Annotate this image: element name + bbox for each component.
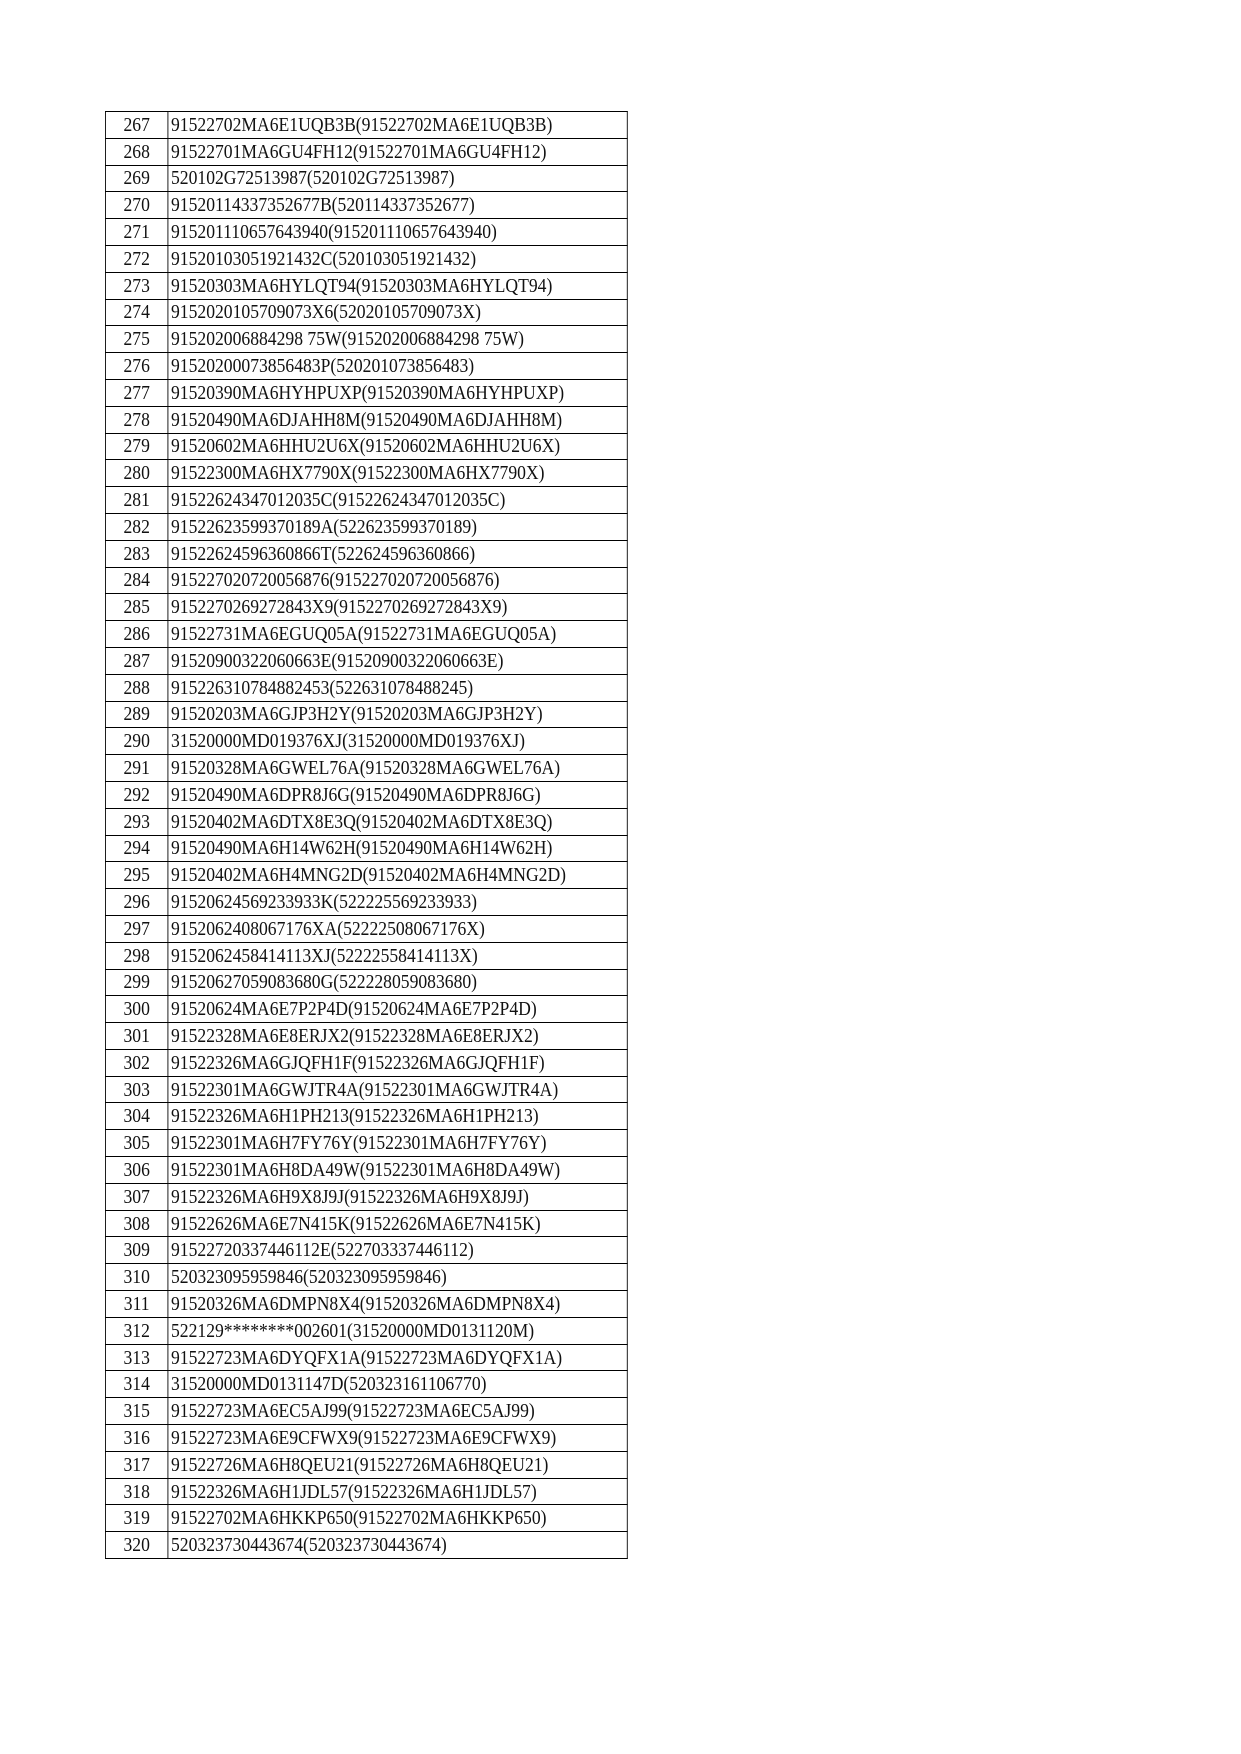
table-row xyxy=(105,781,627,808)
table-row xyxy=(105,513,627,540)
row-number-cell: 298 xyxy=(105,942,167,969)
credit-code-cell: 91522328MA6E8ERJX2(91522328MA6E8ERJX2) xyxy=(168,1023,627,1050)
credit-code-cell: 91520303MA6HYLQT94(91520303MA6HYLQT94) xyxy=(168,272,627,299)
table-row xyxy=(105,1076,627,1103)
credit-code-cell: 91520326MA6DMPN8X4(91520326MA6DMPN8X4) xyxy=(168,1291,627,1318)
row-number-cell: 272 xyxy=(105,245,167,272)
table-row xyxy=(105,165,627,192)
table-row xyxy=(105,862,627,889)
table-row xyxy=(105,1023,627,1050)
table-row xyxy=(105,942,627,969)
credit-code-cell: 91520390MA6HYHPUXP(91520390MA6HYHPUXP) xyxy=(168,379,627,406)
credit-code-cell: 915227020720056876(915227020720056876) xyxy=(168,567,627,594)
credit-code-cell: 91520402MA6H4MNG2D(91520402MA6H4MNG2D) xyxy=(168,862,627,889)
row-number-cell: 319 xyxy=(105,1505,167,1532)
table-row xyxy=(105,567,627,594)
credit-code-cell: 91522624347012035C(91522624347012035C) xyxy=(168,487,627,514)
row-number-cell: 309 xyxy=(105,1237,167,1264)
row-number-cell: 303 xyxy=(105,1076,167,1103)
credit-code-cell: 915226310784882453(522631078488245) xyxy=(168,674,627,701)
credit-code-cell: 91522623599370189A(522623599370189) xyxy=(168,513,627,540)
table-row xyxy=(105,969,627,996)
row-number-cell: 290 xyxy=(105,728,167,755)
row-number-cell: 302 xyxy=(105,1049,167,1076)
table-body xyxy=(105,112,627,1559)
table-row xyxy=(105,272,627,299)
row-number-cell: 304 xyxy=(105,1103,167,1130)
row-number-cell: 288 xyxy=(105,674,167,701)
row-number-cell: 311 xyxy=(105,1291,167,1318)
credit-code-cell: 91522731MA6EGUQ05A(91522731MA6EGUQ05A) xyxy=(168,621,627,648)
credit-code-cell: 915202006884298 75W(915202006884298 75W) xyxy=(168,326,627,353)
credit-code-cell: 91522723MA6E9CFWX9(91522723MA6E9CFWX9) xyxy=(168,1425,627,1452)
row-number-cell: 274 xyxy=(105,299,167,326)
row-number-cell: 267 xyxy=(105,112,167,139)
credit-code-cell: 91522723MA6EC5AJ99(91522723MA6EC5AJ99) xyxy=(168,1398,627,1425)
table-row xyxy=(105,1451,627,1478)
table-row xyxy=(105,379,627,406)
credit-code-cell: 91522723MA6DYQFX1A(91522723MA6DYQFX1A) xyxy=(168,1344,627,1371)
credit-code-cell: 915201110657643940(915201110657643940) xyxy=(168,219,627,246)
table-row xyxy=(105,755,627,782)
table-row xyxy=(105,406,627,433)
table-row xyxy=(105,621,627,648)
credit-code-cell: 91522326MA6H9X8J9J(91522326MA6H9X8J9J) xyxy=(168,1183,627,1210)
table-row xyxy=(105,996,627,1023)
credit-code-cell: 91522326MA6H1PH213(91522326MA6H1PH213) xyxy=(168,1103,627,1130)
row-number-cell: 292 xyxy=(105,781,167,808)
table-row xyxy=(105,353,627,380)
table-row xyxy=(105,808,627,835)
row-number-cell: 270 xyxy=(105,192,167,219)
row-number-cell: 287 xyxy=(105,647,167,674)
table-row xyxy=(105,1344,627,1371)
credit-code-cell: 91520103051921432C(520103051921432) xyxy=(168,245,627,272)
credit-code-cell: 9152062458414113XJ(52222558414113X) xyxy=(168,942,627,969)
table-row xyxy=(105,219,627,246)
credit-code-cell: 91522726MA6H8QEU21(91522726MA6H8QEU21) xyxy=(168,1451,627,1478)
credit-code-cell: 91522702MA6E1UQB3B(91522702MA6E1UQB3B) xyxy=(168,112,627,139)
credit-code-cell: 31520000MD019376XJ(31520000MD019376XJ) xyxy=(168,728,627,755)
row-number-cell: 269 xyxy=(105,165,167,192)
table-row xyxy=(105,1532,627,1559)
row-number-cell: 297 xyxy=(105,915,167,942)
credit-code-cell: 91520328MA6GWEL76A(91520328MA6GWEL76A) xyxy=(168,755,627,782)
table-row xyxy=(105,594,627,621)
table-row xyxy=(105,647,627,674)
row-number-cell: 300 xyxy=(105,996,167,1023)
table-row xyxy=(105,245,627,272)
row-number-cell: 296 xyxy=(105,889,167,916)
credit-code-cell: 91520114337352677B(520114337352677) xyxy=(168,192,627,219)
row-number-cell: 317 xyxy=(105,1451,167,1478)
credit-code-cell: 91520200073856483P(520201073856483) xyxy=(168,353,627,380)
table-row xyxy=(105,1291,627,1318)
table-row xyxy=(105,1103,627,1130)
credit-code-cell: 91520624569233933K(522225569233933) xyxy=(168,889,627,916)
table-row xyxy=(105,192,627,219)
row-number-cell: 283 xyxy=(105,540,167,567)
credit-code-cell: 91522701MA6GU4FH12(91522701MA6GU4FH12) xyxy=(168,138,627,165)
row-number-cell: 318 xyxy=(105,1478,167,1505)
table-row xyxy=(105,1183,627,1210)
table-row xyxy=(105,835,627,862)
row-number-cell: 279 xyxy=(105,433,167,460)
credit-code-cell: 91520602MA6HHU2U6X(91520602MA6HHU2U6X) xyxy=(168,433,627,460)
row-number-cell: 316 xyxy=(105,1425,167,1452)
table-row xyxy=(105,1237,627,1264)
table-row xyxy=(105,1264,627,1291)
credit-code-cell: 520323730443674(520323730443674) xyxy=(168,1532,627,1559)
table-row xyxy=(105,1505,627,1532)
credit-code-table xyxy=(105,111,628,1559)
row-number-cell: 320 xyxy=(105,1532,167,1559)
credit-code-cell: 91522301MA6H8DA49W(91522301MA6H8DA49W) xyxy=(168,1157,627,1184)
credit-code-cell: 9152020105709073X6(52020105709073X) xyxy=(168,299,627,326)
table-row xyxy=(105,299,627,326)
row-number-cell: 294 xyxy=(105,835,167,862)
row-number-cell: 275 xyxy=(105,326,167,353)
credit-code-cell: 520323095959846(520323095959846) xyxy=(168,1264,627,1291)
credit-code-cell: 91520203MA6GJP3H2Y(91520203MA6GJP3H2Y) xyxy=(168,701,627,728)
table-row xyxy=(105,487,627,514)
credit-code-cell: 91522626MA6E7N415K(91522626MA6E7N415K) xyxy=(168,1210,627,1237)
table-row xyxy=(105,915,627,942)
credit-code-cell: 91520402MA6DTX8E3Q(91520402MA6DTX8E3Q) xyxy=(168,808,627,835)
row-number-cell: 277 xyxy=(105,379,167,406)
credit-code-cell: 91522301MA6H7FY76Y(91522301MA6H7FY76Y) xyxy=(168,1130,627,1157)
credit-code-cell: 91520490MA6H14W62H(91520490MA6H14W62H) xyxy=(168,835,627,862)
row-number-cell: 308 xyxy=(105,1210,167,1237)
credit-code-cell: 91522301MA6GWJTR4A(91522301MA6GWJTR4A) xyxy=(168,1076,627,1103)
row-number-cell: 310 xyxy=(105,1264,167,1291)
credit-code-cell: 91522624596360866T(522624596360866) xyxy=(168,540,627,567)
credit-code-cell: 91520490MA6DJAHH8M(91520490MA6DJAHH8M) xyxy=(168,406,627,433)
table-row xyxy=(105,1049,627,1076)
row-number-cell: 313 xyxy=(105,1344,167,1371)
table-row xyxy=(105,1398,627,1425)
row-number-cell: 278 xyxy=(105,406,167,433)
table-row xyxy=(105,674,627,701)
table-row xyxy=(105,889,627,916)
table-row xyxy=(105,1425,627,1452)
row-number-cell: 312 xyxy=(105,1317,167,1344)
credit-code-cell: 9152270269272843X9(9152270269272843X9) xyxy=(168,594,627,621)
row-number-cell: 301 xyxy=(105,1023,167,1050)
row-number-cell: 315 xyxy=(105,1398,167,1425)
row-number-cell: 276 xyxy=(105,353,167,380)
credit-code-cell: 31520000MD0131147D(520323161106770) xyxy=(168,1371,627,1398)
row-number-cell: 305 xyxy=(105,1130,167,1157)
row-number-cell: 293 xyxy=(105,808,167,835)
table-row xyxy=(105,1371,627,1398)
credit-code-cell: 91522300MA6HX7790X(91522300MA6HX7790X) xyxy=(168,460,627,487)
table-row xyxy=(105,1478,627,1505)
table-row xyxy=(105,433,627,460)
row-number-cell: 281 xyxy=(105,487,167,514)
row-number-cell: 268 xyxy=(105,138,167,165)
table-row xyxy=(105,540,627,567)
credit-code-cell: 91520900322060663E(91520900322060663E) xyxy=(168,647,627,674)
table-row xyxy=(105,1317,627,1344)
credit-code-cell: 91520490MA6DPR8J6G(91520490MA6DPR8J6G) xyxy=(168,781,627,808)
credit-code-cell: 520102G72513987(520102G72513987) xyxy=(168,165,627,192)
row-number-cell: 299 xyxy=(105,969,167,996)
credit-code-cell: 91520627059083680G(522228059083680) xyxy=(168,969,627,996)
credit-code-cell: 91522720337446112E(522703337446112) xyxy=(168,1237,627,1264)
row-number-cell: 307 xyxy=(105,1183,167,1210)
table-row xyxy=(105,112,627,139)
table-row xyxy=(105,728,627,755)
credit-code-cell: 522129********002601(31520000MD0131120M) xyxy=(168,1317,627,1344)
row-number-cell: 314 xyxy=(105,1371,167,1398)
table-row xyxy=(105,1157,627,1184)
table-row xyxy=(105,701,627,728)
row-number-cell: 286 xyxy=(105,621,167,648)
table-row xyxy=(105,1210,627,1237)
row-number-cell: 289 xyxy=(105,701,167,728)
row-number-cell: 284 xyxy=(105,567,167,594)
row-number-cell: 306 xyxy=(105,1157,167,1184)
credit-code-cell: 9152062408067176XA(52222508067176X) xyxy=(168,915,627,942)
row-number-cell: 291 xyxy=(105,755,167,782)
row-number-cell: 273 xyxy=(105,272,167,299)
credit-code-cell: 91522326MA6GJQFH1F(91522326MA6GJQFH1F) xyxy=(168,1049,627,1076)
row-number-cell: 295 xyxy=(105,862,167,889)
credit-code-cell: 91520624MA6E7P2P4D(91520624MA6E7P2P4D) xyxy=(168,996,627,1023)
row-number-cell: 271 xyxy=(105,219,167,246)
table-row xyxy=(105,326,627,353)
row-number-cell: 282 xyxy=(105,513,167,540)
row-number-cell: 285 xyxy=(105,594,167,621)
row-number-cell: 280 xyxy=(105,460,167,487)
table-row xyxy=(105,138,627,165)
credit-code-cell: 91522702MA6HKKP650(91522702MA6HKKP650) xyxy=(168,1505,627,1532)
table-row xyxy=(105,1130,627,1157)
credit-code-cell: 91522326MA6H1JDL57(91522326MA6H1JDL57) xyxy=(168,1478,627,1505)
table-row xyxy=(105,460,627,487)
